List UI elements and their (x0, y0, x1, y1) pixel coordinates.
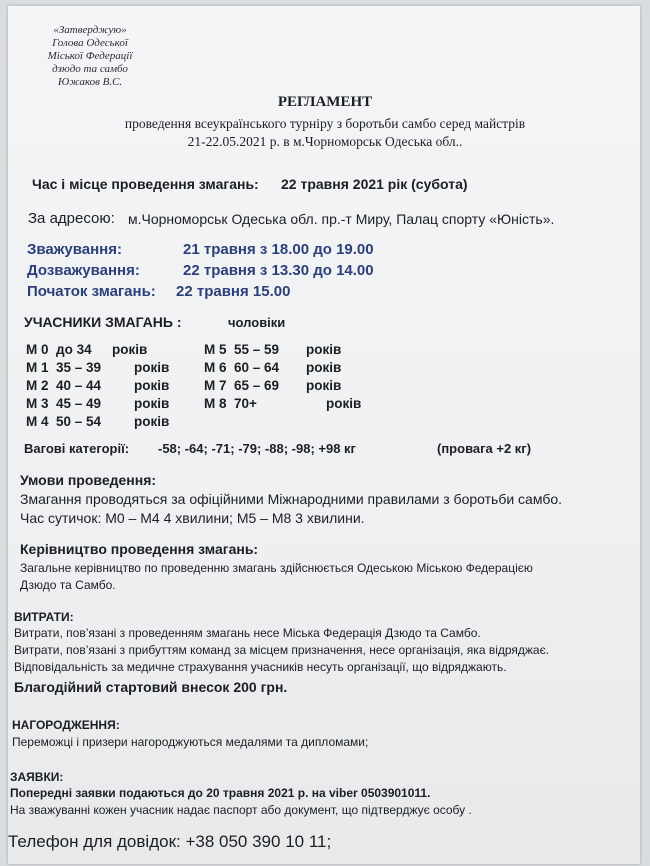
age-group-unit: років (134, 378, 170, 393)
age-group-unit: років (306, 378, 342, 393)
age-group-range: 50 – 54 (56, 414, 102, 429)
age-group-row (26, 360, 169, 375)
age-group-row (26, 396, 169, 411)
conditions-line: Змагання проводяться за офіційними Міжнародними правилами з боротьби самбо. (20, 491, 563, 507)
age-group-code: М 6 (204, 360, 227, 375)
age-group-range: 60 – 64 (234, 360, 280, 375)
age-group-code: М 7 (204, 378, 227, 393)
age-group-range: 35 – 39 (56, 360, 102, 375)
participants-label: УЧАСНИКИ ЗМАГАНЬ : (24, 314, 182, 330)
age-group-row (204, 378, 341, 393)
conditions-line: Час сутичок: М0 – М4 4 хвилини; М5 – М8 3 хвилини. (20, 510, 365, 526)
approval-line: «Затверджую» (53, 24, 127, 36)
management-line: Дзюдо та Самбо. (20, 578, 116, 592)
age-group-row (204, 396, 361, 411)
document-dates: 21-22.05.2021 р. в м.Чорноморськ Одеська обл.. (187, 134, 463, 149)
management-line: Загальне керівництво по проведенню змагань здійснюється Одеською Міською Федерацією (20, 561, 533, 575)
age-group-row (204, 360, 341, 375)
age-group-range: 70+ (234, 396, 257, 411)
document-subtitle: проведення всеукраїнського турніру з боротьби самбо серед майстрів (124, 116, 526, 131)
reweigh-value: 22 травня з 13.30 до 14.00 (183, 262, 374, 279)
weights-note: (провага +2 кг) (437, 441, 532, 456)
age-group-row (204, 342, 341, 357)
age-group-unit: років (112, 342, 148, 357)
weighin-label: Зважування: (27, 241, 122, 258)
contact-phone: Телефон для довідок: +38 050 390 10 11; (8, 832, 332, 851)
expenses-line: Відповідальність за медичне страхування учасників несуть організації, що відряджають. (14, 660, 507, 674)
age-group-unit: років (134, 396, 170, 411)
age-group-code: М 1 (26, 360, 49, 375)
applications-line: На зважуванні кожен учасник надає паспорт або документ, що підтверджує особу . (10, 803, 472, 817)
reweigh-label: Дозважування: (27, 262, 140, 279)
expenses-heading: ВИТРАТИ: (14, 610, 74, 624)
age-group-code: М 0 (26, 342, 49, 357)
entry-fee: Благодійний стартовий внесок 200 грн. (14, 679, 288, 695)
document-title: РЕГЛАМЕНТ (277, 94, 373, 110)
applications-heading: ЗАЯВКИ: (10, 770, 64, 784)
management-heading: Керівництво проведення змагань: (20, 541, 259, 557)
weights-label: Вагові категорії: (24, 441, 130, 456)
awards-heading: НАГОРОДЖЕННЯ: (12, 718, 120, 732)
participants-gender: чоловіки (228, 315, 286, 330)
expenses-line: Витрати, пов’язані з прибуттям команд за місцем призначення, несе організація, яка відряджає. (14, 643, 550, 657)
age-group-code: М 4 (26, 414, 49, 429)
age-group-row (26, 378, 169, 393)
time-place-label: Час і місце проведення змагань: (32, 176, 259, 192)
approval-line: дзюдо та самбо (52, 63, 128, 75)
age-group-unit: років (134, 414, 170, 429)
approval-line: Голова Одеської (52, 37, 128, 49)
age-group-code: М 8 (204, 396, 227, 411)
conditions-heading: Умови проведення: (20, 472, 157, 488)
time-place-value: 22 травня 2021 рік (субота) (281, 176, 468, 192)
expenses-line: Витрати, пов’язані з проведенням змагань несе Міська Федерація Дзюдо та Самбо. (14, 626, 481, 640)
age-group-range: 55 – 59 (234, 342, 280, 357)
applications-line: Попередні заявки подаються до 20 травня 2021 р. на viber 0503901011. (10, 786, 431, 800)
start-label: Початок змагань: (27, 283, 156, 300)
age-group-range: 45 – 49 (56, 396, 102, 411)
age-group-range: 65 – 69 (234, 378, 280, 393)
address-label: За адресою: (28, 210, 115, 227)
address-value: м.Чорноморськ Одеська обл. пр.-т Миру, Палац спорту «Юність». (128, 211, 555, 227)
start-value: 22 травня 15.00 (176, 283, 291, 300)
age-group-unit: років (306, 342, 342, 357)
age-group-row (26, 414, 169, 429)
age-group-code: М 2 (26, 378, 49, 393)
age-group-unit: років (326, 396, 362, 411)
age-group-range: до 34 (56, 342, 92, 357)
approval-stamp-block (30, 24, 150, 89)
age-group-unit: років (306, 360, 342, 375)
age-group-unit: років (134, 360, 170, 375)
weights-values: -58; -64; -71; -79; -88; -98; +98 кг (158, 441, 356, 456)
approval-line: Міської Федерації (47, 50, 133, 62)
age-group-row (26, 342, 147, 357)
awards-line: Переможці і призери нагороджуються медалями та дипломами; (12, 735, 369, 749)
approval-line: Южаков В.С. (57, 76, 123, 88)
weighin-value: 21 травня з 18.00 до 19.00 (183, 241, 374, 258)
age-group-code: М 3 (26, 396, 49, 411)
age-group-range: 40 – 44 (56, 378, 102, 393)
age-group-code: М 5 (204, 342, 227, 357)
